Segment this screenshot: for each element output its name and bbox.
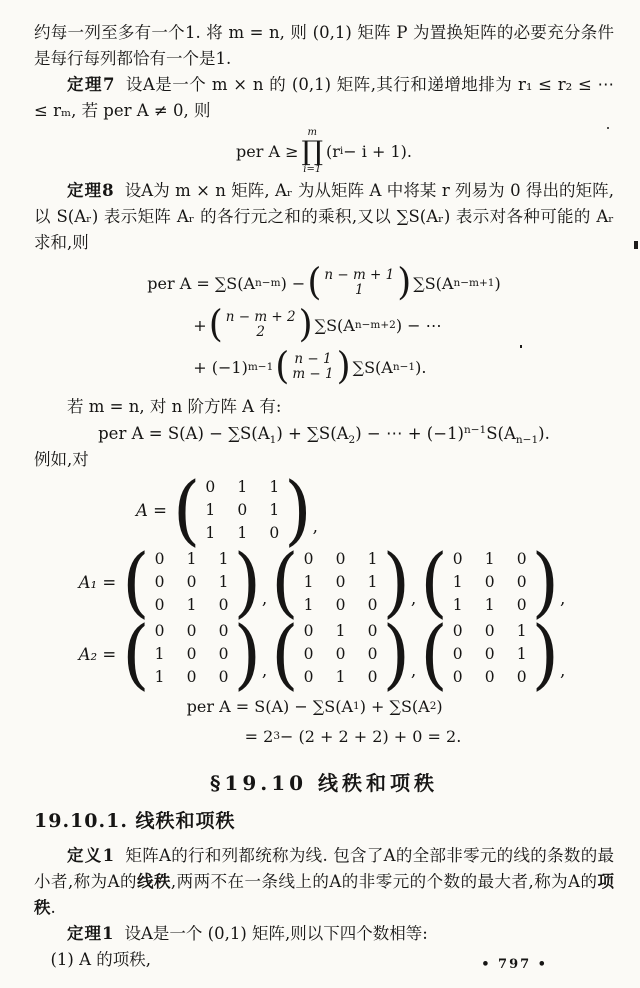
theorem7-formula [236,126,412,175]
paragraph-theorem8 [34,178,614,256]
comma: , [261,589,268,609]
formula-run: ) − ⋯ [395,315,442,335]
comma: , [410,589,417,609]
formula-run: ) − [280,273,306,293]
paragraph-square-case: 若 m = n, 对 n 阶方阵 A 有: [67,397,282,416]
product-lower-limit: i=1 [303,163,322,175]
formula-run: ). [538,424,550,443]
definition1-text: . [50,898,56,917]
matrix-cell: 1 [154,668,165,686]
matrix-cell: 1 [205,501,216,519]
matrix-cell: 1 [335,668,346,686]
matrix-A2-third [420,619,559,689]
matrix-cell: 1 [237,478,248,496]
formula-run: − (2 + 2 + 2) + 0 = 2. [280,726,462,746]
theorem1-label: 定理1 [67,924,115,943]
formula-run: ) + ∑S(A [276,424,349,443]
binomial-bottom: 2 [256,324,265,340]
formula-run: per A = S(A) − ∑S(A [186,696,354,716]
scan-speck [607,127,609,129]
subscript: 1 [269,434,277,446]
matrix-cell: 1 [303,573,314,591]
matrix-cell: ( 0 [452,622,463,640]
paragraph-example: 例如,对 [34,450,89,469]
matrix-cell: 1 [484,596,495,614]
binomial-coefficient [209,307,313,343]
matrix-cell: 0 [218,645,229,663]
matrix-cell: 0 [516,668,527,686]
matrix-cell: 0 [367,596,378,614]
matrix-cell: 1 [269,501,280,519]
matrix-cell: 0 [516,550,527,568]
matrix-cell: ( 0 [154,550,165,568]
matrix-cell: 0 [186,573,197,591]
matrix-cell: 1 [186,596,197,614]
matrix-cell: 0 [452,668,463,686]
matrix-row-A2 [34,619,614,689]
formula-run: ∑S(A [314,315,355,335]
binomial-top: ( n − m + 1 [324,267,395,283]
matrix-cell: 1 [218,550,229,568]
definition1-label: 定义1 [67,846,116,865]
binomial-coefficient [307,265,411,301]
formula-run: − i + 1). [343,141,412,161]
paragraph-theorem7 [34,72,614,124]
matrix-cell: 1 [154,645,165,663]
comma: , [261,661,268,681]
matrix-cell: 1 [484,550,495,568]
page-number: • 797 • [481,957,548,972]
comma: , [559,589,566,609]
formula-run: S(A [486,424,516,443]
formula-run: per A ≥ [236,141,299,161]
paragraph-definition1 [34,843,614,921]
matrix-cell: 1 [367,550,378,568]
matrix-row-A [0,475,519,545]
evaluation-line-2: = 2 3 − (2 + 2 + 2) + 0 = 2. [244,726,462,746]
matrix-cell: 0 [186,668,197,686]
matrix-cell: 1 [186,550,197,568]
matrix-cell: 1 [516,645,527,663]
matrix-cell: 0 [269,524,280,542]
matrix-cell: 1 [269,478,280,496]
matrix-A-label: A = [135,500,167,520]
matrix-cell: ( 0 [303,622,314,640]
formula-run: ) + ∑S(A [359,696,430,716]
matrix-cell: 0 [484,573,495,591]
term-term-rank: 项秩 [34,872,614,917]
binomial-bottom: 1 [355,282,364,298]
theorem7-label: 定理7 [67,75,116,94]
formula-run: + [193,315,207,335]
formula-run: per A = ∑S(A [147,273,256,293]
matrix-cell: ( 0 [205,478,216,496]
formula-run: ) [494,273,501,293]
matrix-cell: 0 [237,501,248,519]
matrix-cell: 1 [335,622,346,640]
matrix-cell: 0 [367,668,378,686]
matrix-cell: 1 [237,524,248,542]
matrix-row-A1 [34,547,614,617]
matrix-A1-label: A₁ = [78,572,117,592]
matrix-cell: 1 [218,573,229,591]
matrix-cell: 0 [218,668,229,686]
theorem8-label: 定理8 [67,181,115,200]
matrix-cell: 1 [452,596,463,614]
theorem8-formula [147,262,500,388]
formula-run: = 2 [244,726,274,746]
scan-speck [634,241,638,249]
matrix-cell: ( 0 [154,622,165,640]
theorem1-text: 设A是一个 (0,1) 矩阵,则以下四个数相等: [124,924,428,943]
formula-run: ). [415,357,427,377]
matrix-cell: 0 [335,550,346,568]
matrix-cell: 0 [335,645,346,663]
matrix-cell: 0 [367,645,378,663]
matrix-cell: 0 [452,645,463,663]
definition1-text: 矩阵A的行和列都统称为线. 包含了A的全部非零元的线的条数的最小者,称为A的 [34,846,614,891]
matrix-cell: 1 [205,524,216,542]
matrix-cell: 0 [335,573,346,591]
subscript: 2 [348,434,356,446]
binomial-top: ( n − 1 [294,351,332,367]
matrix-cell: 0 [154,573,165,591]
subsection-heading: 19.10.1. 线秩和项秩 [34,810,236,832]
matrix-A2-label: A₂ = [78,644,117,664]
theorem7-text: 设A是一个 m × n 的 (0,1) 矩阵,其行和递增地排为 r₁ ≤ r₂ ≤ ⋯ ≤ rₘ, 若 per A ≠ 0, 则 [34,75,614,120]
formula-line: per A ≥ m ∏ i=1 (r i − i + 1). [236,126,412,175]
formula-line-1: per A = ∑S(A n−m ) − ( n − m + 1 1 ) ∑S(A n−m+1 ) [147,262,500,304]
binomial-top: ( n − m + 2 [225,309,296,325]
matrix-cell: 0 [484,668,495,686]
formula-line-3: + (−1) m−1 ( n − 1 m − 1 ) ∑S(A n−1 ). [147,346,500,388]
paragraph-intro: 约每一列至多有一个1. 将 m = n, 则 (0,1) 矩阵 P 为置换矩阵的必要充分条件是每行每列都恰有一个是1. [34,23,614,68]
superscript: n−1 [464,424,487,436]
product-upper-limit: m [307,126,317,138]
comma: , [559,661,566,681]
matrix-A [173,475,312,545]
matrix-A2-first [122,619,261,689]
matrix-cell: 0 [516,573,527,591]
formula-run: per A = S(A) − ∑S(A [98,424,270,443]
matrix-cell: ( 0 [452,550,463,568]
matrix-cell: 0 [186,622,197,640]
matrix-A1-second [271,547,410,617]
product-symbol: ∏ [301,135,324,167]
matrix-cell: 0 [484,645,495,663]
matrix-cell: 0 [218,596,229,614]
matrix-A1-third [420,547,559,617]
definition1-text: ,两两不在一条线上的A的非零元的个数的最大者,称为A的 [170,872,598,891]
formula-run: ∑S(A [352,357,393,377]
formula-line-2: + ( n − m + 2 2 ) ∑S(A n−m+2 ) − ⋯ [147,304,500,346]
theorem8-text: 设A为 m × n 矩阵, Aᵣ 为从矩阵 A 中将某 r 列易为 0 得出的矩阵,以 S(Aᵣ) 表示矩阵 Aᵣ 的各行元之和的乘积,又以 ∑S(Aᵣ) 表示对各种可能的 Aᵣ 求和,则 [34,181,615,252]
formula-run: (r [326,141,340,161]
square-case-formula [34,424,614,446]
comma: , [410,661,417,681]
scan-speck [520,345,522,348]
evaluation-line-1: per A = S(A) − ∑S(A 1 ) + ∑S(A 2 ) [186,696,443,716]
subscript: n−1 [515,434,539,446]
formula-run: ∑S(A [413,273,454,293]
matrix-cell: 1 [303,596,314,614]
binomial-coefficient [275,349,350,385]
formula-run: ) [436,696,443,716]
matrix-cell: 0 [367,622,378,640]
example-evaluation [187,691,462,751]
theorem1-item-1: (1) A 的项秩, [50,950,152,969]
comma: , [312,517,319,537]
matrix-cell: 0 [303,645,314,663]
matrix-cell: 0 [335,596,346,614]
term-line-rank: 线秩 [136,872,171,891]
matrix-cell: 0 [516,596,527,614]
product-operator [302,128,324,175]
binomial-bottom: m − 1 [292,366,334,382]
matrix-A1-first [122,547,261,617]
matrix-cell: 0 [484,622,495,640]
formula-run: + (−1) [193,357,248,377]
matrix-cell: 0 [218,622,229,640]
matrix-cell: 0 [303,668,314,686]
matrix-cell: 0 [186,645,197,663]
paragraph-theorem1 [34,921,614,947]
section-heading: §19.10 线秩和项秩 [209,771,439,795]
matrix-cell: 1 [452,573,463,591]
matrix-cell: ( 0 [303,550,314,568]
formula-run: ) − ⋯ + (−1) [355,424,464,443]
matrix-A2-second [271,619,410,689]
matrix-cell: 1 [516,622,527,640]
matrix-cell: 1 [367,573,378,591]
matrix-cell: 0 [154,596,165,614]
